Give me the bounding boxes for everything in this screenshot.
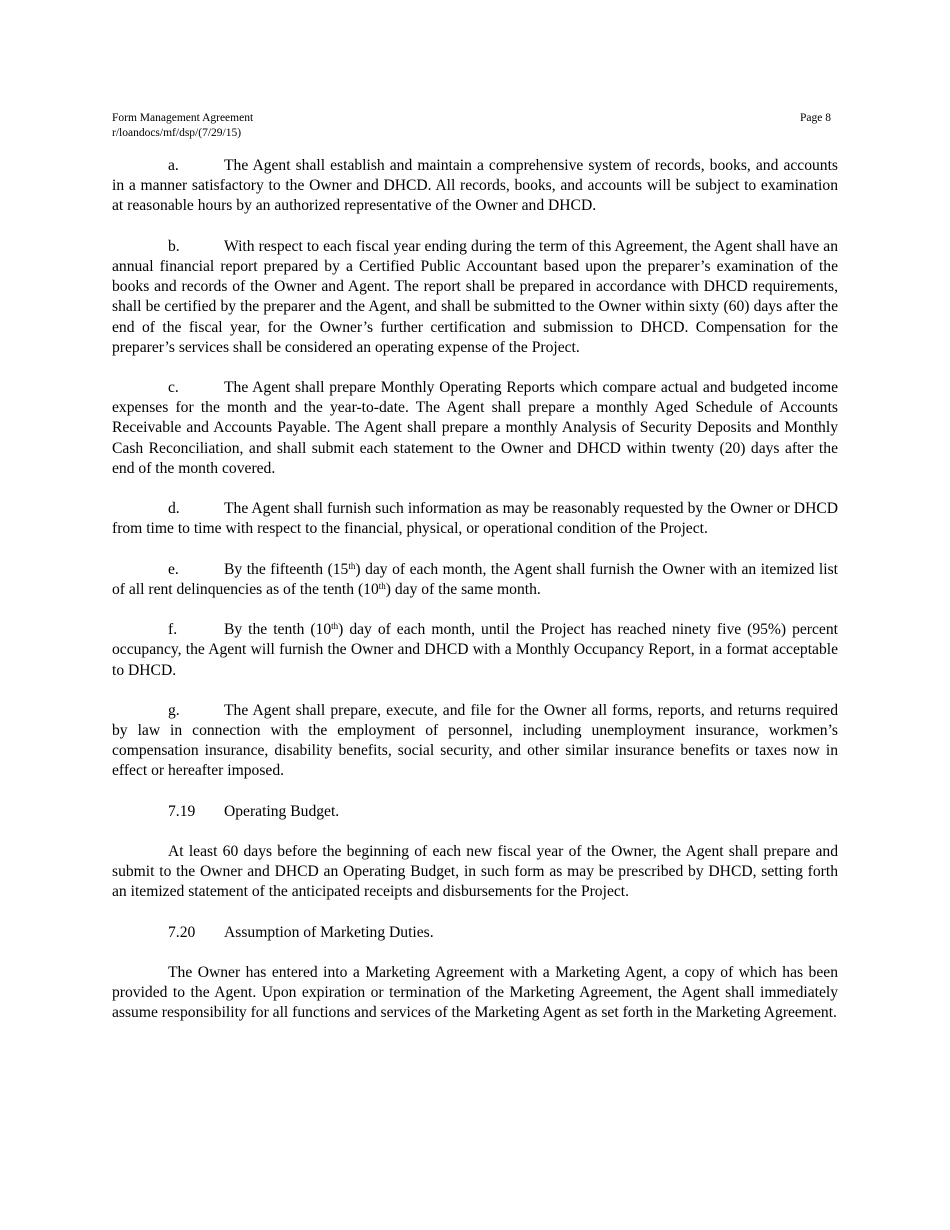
document-path: r/loandocs/mf/dsp/(7/29/15): [112, 127, 242, 139]
paragraph-text: The Agent shall prepare, execute, and file for the Owner all forms, reports, and returns required by law in connection with the employment of personnel, including unemployment insurance, workmen’s compensation insurance, disability benefits, social security, and other similar insurance benefits or taxes now in effect or hereafter imposed.: [112, 701, 838, 780]
page-header: [112, 111, 838, 141]
paragraph-text: With respect to each fiscal year ending during the term of this Agreement, the Agent shall have an annual financial report prepared by a Certified Public Accountant based upon the preparer’s examination of the books and records of the Owner and Agent. The report shall be prepared in accordance with DHCD requirements, shall be certified by the preparer and the Agent, and shall be submitted to the Owner within sixty (60) days after the end of the fiscal year, for the Owner’s further certification and submission to DHCD. Compensation for the preparer’s services shall be considered an operating expense of the Project.: [112, 237, 838, 356]
paragraph-marker: a.: [168, 157, 179, 174]
paragraph-f: [112, 620, 838, 681]
ordinal-suffix: th: [378, 580, 386, 591]
section-heading-7-19: [112, 802, 838, 822]
paragraph-text: By the tenth (10: [224, 621, 332, 639]
document-title: Form Management Agreement: [112, 112, 254, 124]
paragraph-g: [112, 701, 838, 782]
paragraph-d: [112, 499, 838, 539]
paragraph-text: The Agent shall furnish such information as may be reasonably requested by the Owner or DHCD from time to time with respect to the financial, physical, or operational condition of the Project.: [112, 500, 838, 538]
paragraph-c: [112, 378, 838, 479]
paragraph-text: ) day of each month, the Agent shall furnish the Owner with an itemized list of all rent delinquencies as of the tenth (10: [112, 560, 838, 598]
section-heading-7-20: [112, 923, 838, 943]
ordinal-suffix: th: [331, 621, 339, 632]
paragraph-marker: d.: [168, 500, 180, 518]
paragraph-b: [112, 237, 838, 358]
paragraph-marker: f.: [168, 621, 178, 639]
paragraph-text: By the fifteenth (15: [224, 560, 349, 578]
paragraph-e: [112, 560, 838, 600]
paragraph-text: ) day of each month, until the Project has reached ninety five (95%) percent occupancy, the Agent will furnish the Owner and DHCD with a Monthly Occupancy Report, in a format acceptable to DHCD.: [112, 621, 838, 679]
paragraph-text: The Agent shall establish and maintain a comprehensive system of records, books, and accounts in a manner satisfactory to the Owner and DHCD. All records, books, and accounts will be subject to examination at reasonable hours by an authorized representative of the Owner and DHCD.: [112, 157, 838, 215]
paragraph-text: ) day of the same month.: [385, 580, 541, 598]
section-number: 7.20: [168, 923, 196, 941]
page-number: Page 8: [800, 112, 831, 124]
section-7-20-text: The Owner has entered into a Marketing Agreement with a Marketing Agent, a copy of which has been provided to the Agent. Upon expiration or termination of the Marketing Agreement, the Agent shall immediately assume responsibility for all functions and services of the Marketing Agent as set forth in the Marketing Agreement.: [112, 964, 838, 1022]
section-title: Operating Budget.: [224, 802, 340, 820]
paragraph-marker: g.: [168, 701, 180, 719]
ordinal-suffix: th: [348, 560, 356, 571]
section-number: 7.19: [168, 802, 196, 820]
paragraph-marker: b.: [168, 237, 180, 255]
paragraph-text: The Agent shall prepare Monthly Operating Reports which compare actual and budgeted income expenses for the month and the year-to-date. The Agent shall prepare a monthly Aged Schedule of Accounts Receivable and Accounts Payable. The Agent shall prepare a monthly Analysis of Security Deposits and Monthly Cash Reconciliation, and shall submit each statement to the Owner and DHCD within twenty (20) days after the end of the month covered.: [112, 379, 838, 477]
document-body: [112, 156, 838, 1044]
paragraph-marker: c.: [168, 379, 179, 397]
paragraph-a: [112, 156, 838, 217]
section-7-19-text: At least 60 days before the beginning of each new fiscal year of the Owner, the Agent shall prepare and submit to the Owner and DHCD an Operating Budget, in such form as may be prescribed by DHCD, setting forth an itemized statement of the anticipated receipts and disbursements for the Project.: [112, 843, 838, 901]
paragraph-marker: e.: [168, 560, 179, 578]
section-title: Assumption of Marketing Duties.: [224, 923, 434, 941]
